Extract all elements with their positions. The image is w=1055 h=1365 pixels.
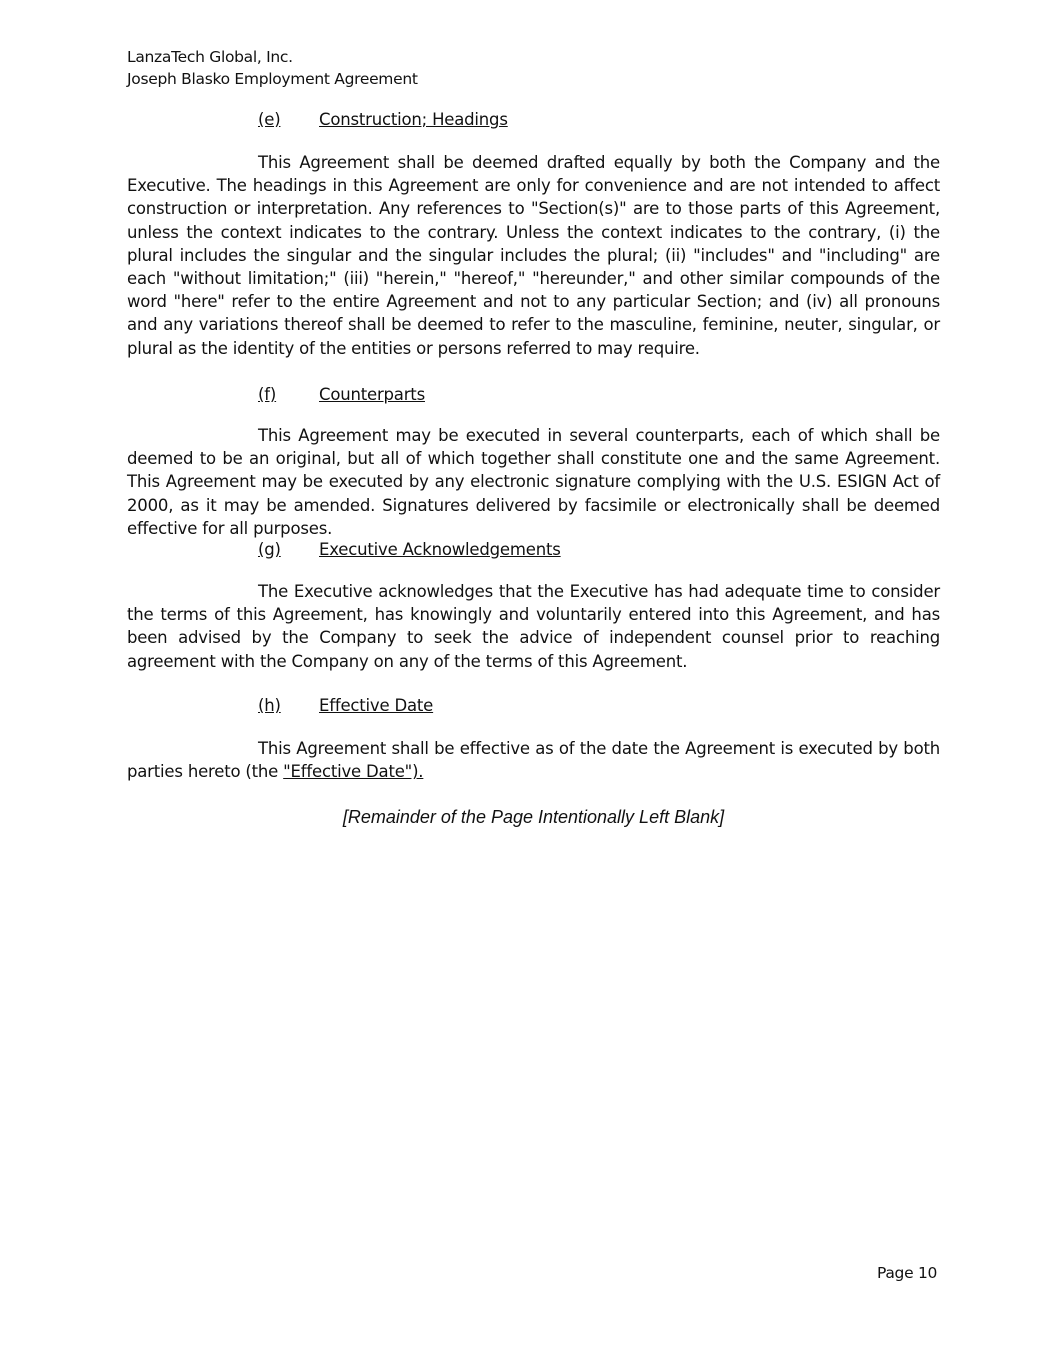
section-number: (h) [258, 696, 281, 715]
section-body-text: This Agreement shall be effective as of the date the Agreement is executed by both parties hereto (the [127, 739, 940, 782]
page-number: Page 10 [877, 1264, 938, 1282]
section-heading-f [258, 384, 425, 406]
section-heading-e [258, 109, 508, 131]
section-title: Effective Date [319, 696, 434, 715]
section-body-f: This Agreement may be executed in several counterparts, each of which shall be deemed to be an original, but all of which together shall constitute one and the same Agreement. This Agreement may be executed by any electronic signature complying with the U.S. ESIGN Act of 2000, as it may be amended. Signatures delivered by facsimile or electronically shall be deemed effective for all purposes. [127, 426, 940, 538]
section-number: (f) [258, 385, 277, 404]
section-title: Counterparts [319, 385, 425, 404]
header-company: LanzaTech Global, Inc. [127, 48, 293, 66]
document-header [127, 46, 418, 90]
section-heading-g [258, 539, 561, 561]
section-title: Executive Acknowledgements [319, 540, 561, 559]
section-title: Construction; Headings [319, 110, 508, 129]
defined-term-effective-date: "Effective Date"). [283, 762, 424, 782]
section-body-g: The Executive acknowledges that the Executive has had adequate time to consider the terms of this Agreement, has knowingly and voluntarily entered into this Agreement, and has been advised by the Company to seek the advice of independent counsel prior to reaching agreement with the Company on any of the terms of this Agreement. [127, 582, 940, 671]
section-body-e: This Agreement shall be deemed drafted equally by both the Company and the Executive. The headings in this Agreement are only for convenience and are not intended to affect construction or interpretation. Any references to "Section(s)" are to those parts of this Agreement, unless the context indicates to the contrary. Unless the context indicates to the contrary, (i) the plural includes the singular and the singular includes the plural; (ii) "includes" and "including" are each "without limitation;" (iii) "herein," "hereof," "hereunder," and other similar compounds of the word "here" refer to the entire Agreement and not to any particular Section; and (iv) all pronouns and any variations thereof shall be deemed to refer to the masculine, feminine, neuter, singular, or plural as the identity of the entities or persons referred to may require. [127, 153, 940, 358]
header-document-title: Joseph Blasko Employment Agreement [127, 70, 418, 88]
section-body-h [127, 737, 940, 783]
remainder-note: [Remainder of the Page Intentionally Left Blank] [342, 807, 725, 827]
section-heading-h [258, 695, 433, 717]
section-number: (e) [258, 110, 281, 129]
section-number: (g) [258, 540, 281, 559]
